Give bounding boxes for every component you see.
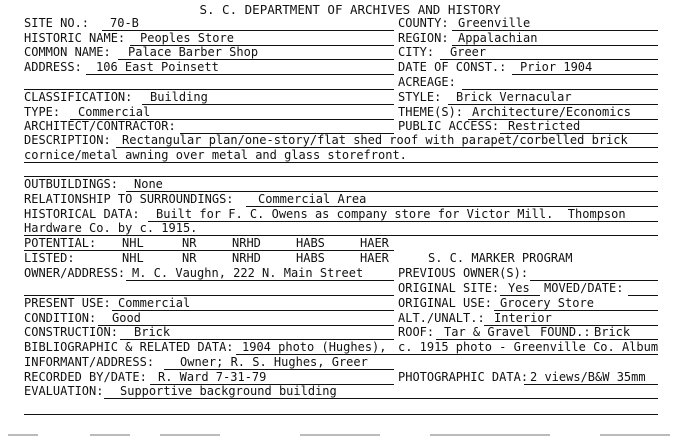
potential-nr: NR (182, 236, 197, 250)
cutoff-mark (8, 434, 38, 436)
historical-underline-1 (148, 221, 658, 222)
evaluation-value: Supportive background building (120, 384, 337, 398)
county-value: Greenville (458, 16, 531, 30)
potential-haer: HAER (360, 236, 389, 250)
historic-name-value: Peoples Store (140, 31, 234, 45)
biblio-value-1: 1904 photo (Hughes), (242, 340, 387, 354)
date-label: DATE OF CONST.: (398, 60, 507, 74)
cutoff-mark (90, 434, 130, 436)
biblio-value-2: c. 1915 photo - Greenville Co. Album (398, 340, 659, 354)
county-label: COUNTY: (398, 16, 449, 30)
description-line-2: cornice/metal awning over metal and glass storefront. (24, 148, 407, 162)
theme-value: Architecture/Economics (472, 105, 631, 119)
evaluation-label: EVALUATION: (24, 384, 104, 398)
listed-label: LISTED: (24, 251, 75, 265)
listed-nrhd: NRHD (232, 251, 261, 265)
biblio-label: BIBLIOGRAPHIC & RELATED DATA: (24, 340, 234, 354)
potential-habs: HABS (296, 236, 325, 250)
photo-label: PHOTOGRAPHIC DATA: (398, 370, 529, 384)
evaluation-underline (104, 398, 658, 399)
relationship-label: RELATIONSHIP TO SURROUNDINGS: (24, 192, 234, 206)
cutoff-mark (430, 434, 550, 436)
style-label: STYLE: (398, 90, 442, 104)
original-site-value: Yes (508, 281, 530, 295)
original-site-label: ORIGINAL SITE: (398, 281, 500, 295)
date-underline (512, 74, 658, 75)
roof-label: ROOF: (398, 325, 435, 339)
listed-habs: HABS (296, 251, 325, 265)
access-value: Restricted (508, 119, 581, 133)
listed-nhl: NHL (122, 251, 144, 265)
historical-line-1: Built for F. C. Owens as company store for Victor Mill. Thompson (156, 207, 626, 221)
owner-underline (126, 280, 394, 281)
alt-label: ALT./UNALT.: (398, 311, 485, 325)
alt-value: Interior (494, 311, 552, 325)
page-title: S. C. DEPARTMENT OF ARCHIVES AND HISTORY (199, 2, 501, 17)
construction-value: Brick (134, 325, 171, 339)
theme-label: THEME(S): (398, 105, 464, 119)
potential-nhl: NHL (122, 236, 144, 250)
type-value: Commercial (78, 105, 151, 119)
region-value: Appalachian (458, 31, 538, 45)
found-label: FOUND.: (540, 325, 591, 339)
site-label: SITE NO.: (24, 16, 90, 30)
moved-label: MOVED/DATE: (544, 281, 624, 295)
previous-owner-label: PREVIOUS OWNER(S): (398, 266, 529, 280)
owner-label: OWNER/ADDRESS: (24, 266, 126, 280)
description-underline-3 (24, 176, 658, 177)
cutoff-mark (300, 434, 380, 436)
region-label: REGION: (398, 31, 449, 45)
acreage-label: ACREAGE: (398, 75, 456, 89)
description-label: DESCRIPTION: (24, 133, 111, 147)
common-name-value: Palace Barber Shop (128, 45, 259, 59)
site-value: 70-B (110, 16, 139, 30)
historical-line-2: Hardware Co. by c. 1915. (24, 221, 198, 235)
condition-label: CONDITION: (24, 311, 97, 325)
outbuildings-value: None (134, 177, 163, 191)
marker-program-heading: S. C. MARKER PROGRAM (428, 251, 573, 265)
classification-underline (142, 104, 394, 105)
condition-value: Good (112, 311, 141, 325)
photo-value: 2 views/B&W 35mm (530, 370, 646, 384)
listed-haer: HAER (360, 251, 389, 265)
evaluation-extra-underline (24, 414, 658, 415)
recorded-label: RECORDED BY/DATE: (24, 370, 147, 384)
description-underline-2 (24, 162, 658, 163)
informant-value: Owner; R. S. Hughes, Greer (180, 355, 368, 369)
original-use-label: ORIGINAL USE: (398, 296, 492, 310)
date-value: Prior 1904 (520, 60, 593, 74)
historical-underline-2 (24, 235, 658, 236)
potential-nrhd: NRHD (232, 236, 261, 250)
roof-value: Tar & Gravel (444, 325, 531, 339)
owner-value: M. C. Vaughn, 222 N. Main Street (132, 266, 364, 280)
cutoff-mark (160, 434, 220, 436)
architect-label: ARCHITECT/CONTRACTOR: (24, 119, 176, 133)
recorded-value: R. Ward 7-31-79 (158, 370, 267, 384)
historic-name-label: HISTORIC NAME: (24, 31, 126, 45)
relationship-value: Commercial Area (258, 192, 367, 206)
type-label: TYPE: (24, 105, 61, 119)
historical-label: HISTORICAL DATA: (24, 207, 140, 221)
moved-underline (628, 295, 658, 296)
original-use-value: Grocery Store (500, 296, 594, 310)
city-label: CITY: (398, 45, 435, 59)
address-value: 106 East Poinsett (96, 60, 219, 74)
style-value: Brick Vernacular (456, 90, 572, 104)
city-value: Greer (450, 45, 487, 59)
present-use-underline (112, 310, 394, 311)
present-use-label: PRESENT USE: (24, 296, 111, 310)
present-use-value: Commercial (118, 296, 191, 310)
classification-value: Building (150, 90, 208, 104)
common-name-label: COMMON NAME: (24, 45, 111, 59)
address-underline (86, 74, 394, 75)
description-line-1: Rectangular plan/one-story/flat shed roof with parapet/corbelled brick (122, 133, 628, 147)
cutoff-mark (600, 434, 670, 436)
listed-nr: NR (182, 251, 197, 265)
address-label: ADDRESS: (24, 60, 82, 74)
photo-underline (524, 384, 658, 385)
informant-label: INFORMANT/ADDRESS: (24, 355, 155, 369)
outbuildings-label: OUTBUILDINGS: (24, 177, 118, 191)
classification-label: CLASSIFICATION: (24, 90, 133, 104)
construction-label: CONSTRUCTION: (24, 325, 118, 339)
potential-label: POTENTIAL: (24, 236, 97, 250)
found-value: Brick (594, 325, 631, 339)
potential-underline (24, 250, 394, 251)
access-label: PUBLIC ACCESS: (398, 119, 500, 133)
